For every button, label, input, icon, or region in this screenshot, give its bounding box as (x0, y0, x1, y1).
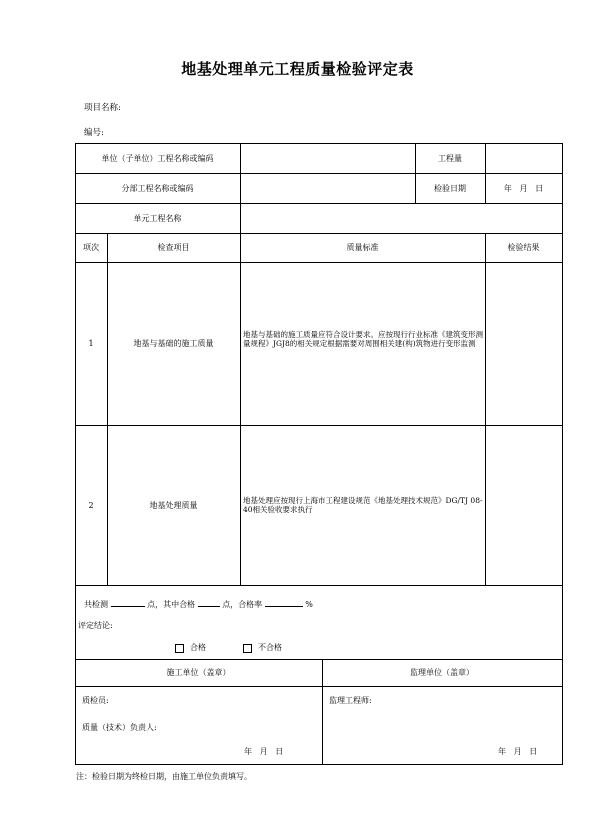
pass-option[interactable] (175, 642, 206, 653)
pass-count-field[interactable] (198, 598, 220, 607)
fail-checkbox[interactable] (243, 644, 252, 653)
fail-option[interactable] (243, 642, 282, 653)
unit-work-value[interactable] (240, 203, 562, 233)
percent-sign: % (305, 600, 313, 609)
inspector-label: 质检员: (82, 696, 109, 705)
item-standard: 地基与基础的施工质量应符合设计要求。应按现行行业标准《建筑变形测量规程》JGJ8的相关规定根据需要对周围相关建(构)筑物进行变形监测 (243, 330, 483, 348)
pass-rate-field[interactable] (265, 598, 303, 607)
item-standard: 地基处理应按现行上海市工程建设规范《地基处理技术规范》DG/TJ 08-40相关验收要求执行 (243, 496, 483, 514)
supervision-sign-date: 年 月 日 (498, 747, 538, 756)
item-name: 地基与基础的施工质量 (133, 339, 214, 348)
summary-line (84, 598, 313, 610)
summary-rate-label: 点，合格率 (222, 600, 263, 609)
header-result: 检验结果 (507, 243, 540, 252)
unit-project-label: 单位（子单位）工程名称或编码 (101, 153, 214, 163)
code-label: 编号: (84, 128, 104, 138)
inspection-date-value[interactable]: 年 月 日 (503, 183, 544, 193)
header-standard: 质量标准 (346, 243, 379, 252)
quality-lead-label: 质量（技术）负责人: (82, 723, 157, 732)
construction-sign-date: 年 月 日 (244, 747, 284, 756)
quantity-label: 工程量 (438, 153, 462, 163)
unit-work-label: 单元工程名称 (133, 213, 182, 223)
summary-total-label: 共检测 (84, 600, 108, 609)
unit-project-value[interactable] (240, 143, 415, 173)
quantity-value[interactable] (485, 143, 562, 173)
engineer-label: 监理工程师: (329, 696, 372, 705)
item-seq: 2 (88, 500, 94, 510)
summary-pass-label: 点，其中合格 (147, 600, 196, 609)
conclusion-label: 评定结论: (78, 621, 113, 630)
footnote: 注：检验日期为终检日期，由施工单位负责填写。 (76, 772, 252, 781)
pass-checkbox[interactable] (175, 644, 184, 653)
subproject-label: 分部工程名称或编码 (121, 183, 194, 193)
fail-label: 不合格 (258, 643, 282, 652)
construction-unit-header: 施工单位（盖章） (166, 668, 231, 677)
project-name-label: 项目名称: (84, 103, 121, 113)
page-title: 地基处理单元工程质量检验评定表 (181, 60, 414, 78)
item-result[interactable] (485, 425, 562, 585)
inspection-date-label: 检验日期 (434, 183, 466, 193)
item-name: 地基处理质量 (149, 500, 198, 510)
supervision-unit-header: 监理单位（盖章） (410, 668, 474, 677)
subproject-value[interactable] (240, 173, 415, 203)
header-seq: 项次 (83, 243, 99, 252)
total-count-field[interactable] (111, 598, 145, 607)
pass-label: 合格 (190, 643, 206, 652)
header-item: 检查项目 (157, 243, 190, 252)
item-result[interactable] (485, 262, 562, 425)
item-seq: 1 (88, 339, 94, 348)
